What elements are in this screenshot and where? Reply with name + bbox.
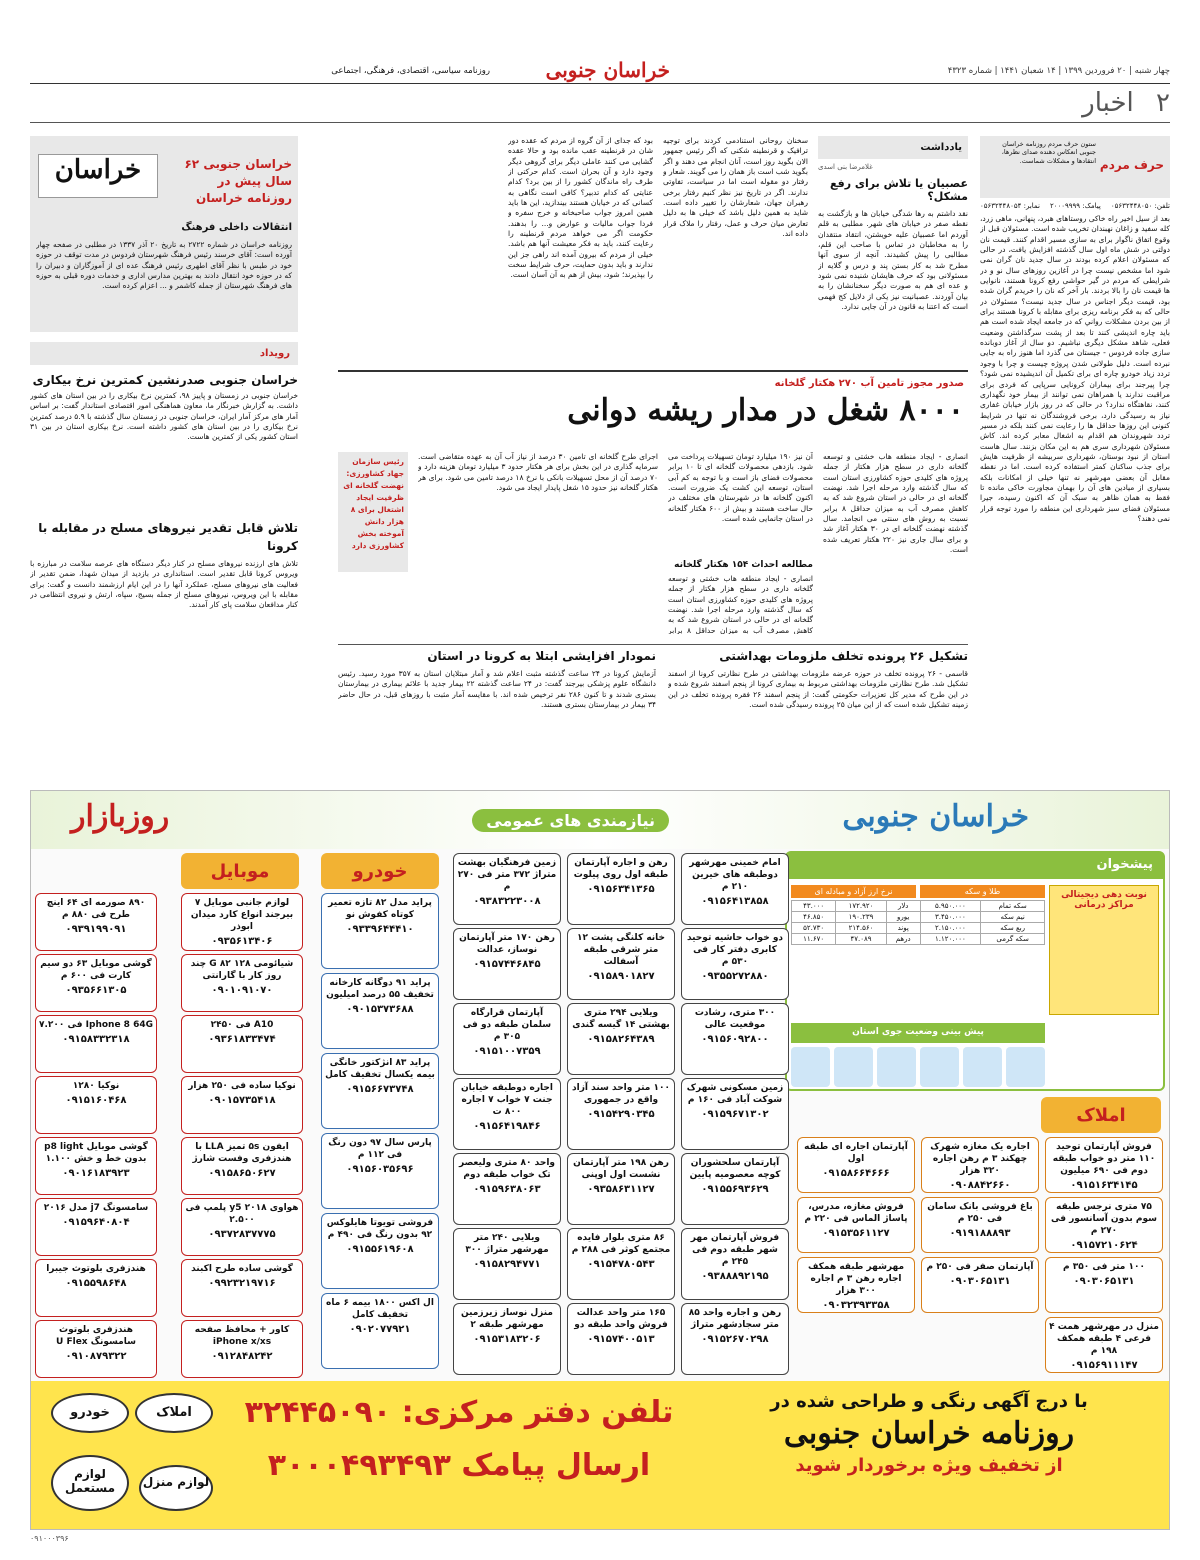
- bubble-used-goods: لوازم مستعمل: [51, 1455, 129, 1511]
- currency-cell: ۱۹۰.۲۳۹: [836, 912, 887, 923]
- mobile-ad-box: [181, 1259, 303, 1317]
- currency-cell: ربع سکه: [981, 923, 1045, 934]
- editorial-col-3: بود که جدای از آن گروه از مردم که عقده دور شان در قرنطینه عقب مانده بود و حالا عقده گشایی می کنند عاملی دیگر برای گروهی دیگر وجود دارد و آن بحران است. کدام حرکتی از طرف راه ماندگان کشور را از بین برد؟ کدام عنایتی که کدام تدبیر؟ کافی است نگاهی به کسانی که در خیابان هستند بیندازید، این ها باید همین امروز جواب صاحبخانه و خرج سفره و فردا جواب مالیات و عوارض و... را بدهند. حکومت اگر می خواهد مردم قرنطینه را رعایت کنند، باید به فکر معیشت آنها هم باشد. خیلی از مردم که بیرون آمده اند راهی جز این ندارند و باید بدون حمایت، حرف شرایط سخت را بپذیرند؛ شود، بیش از هم به آن آسان است.: [508, 136, 653, 280]
- promo-line3: از تخفیف ویژه برخوردار شوید: [795, 1455, 1063, 1476]
- mobile-ad-box-phone: ۰۹۱۵۸۶۵۰۶۲۷: [208, 1168, 276, 1180]
- event2-title: تلاش قابل تقدیر نیروهای مسلح در مقابله با کرونا: [38, 521, 298, 553]
- amlak-ad-box-text: فروش مغازه، مدرس، پاساژ الماس فی ۲۲۰ م: [804, 1202, 908, 1225]
- currency-cell: درهم: [886, 934, 920, 945]
- mobile-ad-box: [181, 1015, 303, 1073]
- khodro-ad-box-phone: ۰۹۰۱۵۳۷۳۶۸۸: [346, 1004, 414, 1016]
- amlak-ad-box-text: ۱۰۰ متر فی ۳۵۰ م: [1063, 1262, 1145, 1272]
- bottom-story-2-title: نمودار افزایشی ابتلا به کرونا در استان: [427, 649, 656, 663]
- people-voice-title: حرف مردم: [1099, 158, 1164, 172]
- currency-cell: ۴۳.۰۰۰: [792, 901, 836, 912]
- mobile-ad-box: [181, 1076, 303, 1134]
- currency-cell: ۲.۱۵۰.۰۰۰: [920, 923, 981, 934]
- ad-box-phone: ۰۹۱۵۷۴۰۰۵۱۳: [587, 1334, 655, 1346]
- history-box: [30, 136, 298, 332]
- currency-rate-head: نرخ ارز آزاد و مبادله ای: [791, 885, 916, 898]
- bottom-story-1-title: تشکیل ۲۶ پرونده تخلف ملزومات بهداشتی: [719, 649, 968, 663]
- events-kicker: رویداد: [30, 342, 298, 365]
- amlak-ad-box-phone: ۰۹۰۳۰۶۵۱۳۱: [949, 1276, 1011, 1288]
- promo-bubbles: [45, 1389, 225, 1521]
- left-column: [30, 136, 298, 776]
- ad-box-phone: ۰۹۱۵۷۴۴۶۸۴۵: [473, 959, 541, 971]
- khodro-ad-box-text: ال اکس ۱۸۰۰ بیمه ۶ ماه تخفیف کامل: [326, 1298, 434, 1321]
- amlak-ad-box: [921, 1137, 1039, 1193]
- ad-box-text: آپارتمان قرارگاه سلمان طبقه دو فی ۳۰۵ م: [462, 1008, 552, 1043]
- gold-coin-head: طلا و سکه: [920, 885, 1045, 898]
- weather-sun-icon: [920, 1047, 959, 1087]
- mobile-ad-box: [181, 1320, 303, 1378]
- pishkhan-panel: [785, 851, 1165, 1091]
- amlak-ad-box: [797, 1137, 915, 1193]
- header-divider: [30, 122, 1170, 123]
- ad-box-text: زمین فرهنگیان بهشت متراژ ۳۷۲ متر فی ۲۷۰ م: [457, 858, 557, 893]
- main-story: [338, 370, 968, 640]
- classifieds-section: [30, 790, 1170, 1530]
- ad-box-text: فروش آپارتمان مهر شهر طبقه دوم فی ۲۴۵ م: [690, 1233, 780, 1268]
- main-story-col-2: [668, 452, 813, 637]
- ad-box-phone: ۰۹۱۵۵۶۹۳۶۲۹: [701, 1184, 769, 1196]
- currency-cell: سکه گرمی: [981, 934, 1045, 945]
- mobile-ad-box-text: Iphone 8 64G فی ۷.۲۰۰: [38, 1020, 153, 1030]
- mobile-ad-box: [35, 893, 157, 951]
- ad-box-text: امام خمینی مهرشهر دوطبقه های خیرین ۲۱۰ م: [689, 858, 781, 893]
- ad-box: [453, 1078, 561, 1150]
- ad-box-phone: ۰۹۱۵۶۴۱۳۸۵۸: [701, 896, 769, 908]
- amlak-ad-box-phone: ۰۹۰۳۰۶۵۱۳۱: [1073, 1276, 1135, 1288]
- currency-row: [792, 934, 1045, 945]
- amlak-heading: املاک: [1041, 1097, 1161, 1133]
- ad-box-phone: ۰۹۱۵۶۴۱۹۸۴۶: [473, 1121, 541, 1133]
- footer-code: ۰۹۱۰۰۰۳۹۶: [30, 1534, 69, 1543]
- promo-tel: تلفن دفتر مرکزی: ۳۲۴۴۵۰۹۰: [244, 1395, 674, 1430]
- weather-sun-icon: [791, 1047, 830, 1087]
- mobile-ad-box-phone: ۰۹۳۵۶۶۱۳۰۵: [65, 985, 127, 997]
- ad-box-phone: ۰۹۱۵۹۶۷۱۳۰۲: [701, 1109, 769, 1121]
- amlak-ad-box: [1045, 1137, 1163, 1193]
- mobile-ad-box-text: هندزفری بلوتوث جیبرا: [46, 1264, 146, 1274]
- promo-text: [709, 1391, 1149, 1476]
- currency-cell: ۳.۴۵۰.۰۰۰: [920, 912, 981, 923]
- bottom-story-1: [668, 649, 968, 769]
- ad-box-phone: ۰۹۱۵۳۱۸۳۲۰۶: [473, 1334, 541, 1346]
- ad-box: [567, 1078, 675, 1150]
- currency-cell: دلار: [886, 901, 920, 912]
- currency-cell: پوند: [886, 923, 920, 934]
- editorial-title: عصبیان یا تلاش برای رفع مشکل؟: [830, 177, 968, 203]
- date-line: چهار شنبه | ۲۰ فروردین ۱۳۹۹ | ۱۴ شعبان ۱۴۴۱ | شماره ۴۳۲۳: [947, 66, 1170, 76]
- history-title: انتقالات داخلی فرهنگ: [181, 222, 292, 233]
- people-voice-header: [980, 136, 1170, 198]
- main-story-col-3: اجرای طرح گلخانه ای تامین ۳۰ درصد از نیاز آب آن به عهده متقاضی است. سرمایه گذاری در این بخش برای هر هکتار حدود ۳ میلیارد تومان هزینه دارد و ۷۰ درصد آن از محل تسهیلات بانکی با نرخ ۱۸ درصد تامین می شود. برای هر هکتار گلخانه نیز حدود ۱۵ شغل پایدار ایجاد می شود.: [418, 452, 658, 493]
- ad-box-text: آپارتمان سلحشوران کوچه معصومیه پایین: [689, 1158, 781, 1181]
- history-kicker: خراسان جنوبی ۶۲ سال پیش در روزنامه خراسان: [184, 157, 292, 205]
- people-voice-subtitle: ستون حرف مردم روزنامه خراسان جنوبی انعکاس دهنده صدای نظرها، انتقادها و مشکلات شماست.: [1001, 140, 1096, 165]
- currency-cell: ۵.۹۵۰.۰۰۰: [920, 901, 981, 912]
- mobile-ad-box-phone: ۰۹۳۶۱۸۳۳۴۷۴: [208, 1034, 276, 1046]
- mobile-ad-box-phone: ۰۹۰۱۰۹۱۰۷۰: [211, 985, 273, 997]
- ad-box-text: ۳۰۰ متری، رشادت موقعیت عالی: [694, 1008, 776, 1031]
- khodro-ad-box: [321, 1133, 439, 1209]
- ad-box-phone: ۰۹۱۵۸۹۰۱۸۲۷: [587, 971, 655, 983]
- mobile-ad-box-phone: ۰۹۱۰۸۷۹۳۲۲: [65, 1351, 127, 1363]
- mobile-ad-box-phone: ۰۹۳۷۲۸۳۷۷۷۵: [208, 1229, 276, 1241]
- mobile-ad-box-text: نوکیا ۱۲۸۰: [72, 1081, 120, 1091]
- ad-box: [681, 1153, 789, 1225]
- editorial-body-a: نقد داشتم به رها شدگی خیابان ها و بازگشت به نقطه صفر در خیابان های شهر. مطلبی به قلم آوردم اما عصبیان علیه خویشتن، انتقاد منتقدان را به مخاطبان در تماس با صاحب این قلم، مطالبی را پیش کشیدند. آنچه از سوی آنها مطرح شد به کار بستن پند و درس و گلایه از مسئولانی بود که حرف هایشان شنیده نمی شود و عده ای هم به صورت دیگر سخنانشان را به بیان آوردند. عصبانیت نیز یکی از دلایل کج فهمی است که اعتنا به قانون در آن جایی ندارد.: [818, 209, 968, 312]
- mobile-ad-box: [181, 1137, 303, 1195]
- ad-box-text: ویلایی ۲۹۴ متری بهشتی ۱۴ گیسه گندی: [572, 1008, 670, 1031]
- amlak-ad-box-phone: ۰۹۱۵۶۹۱۱۱۴۷: [1070, 1360, 1138, 1372]
- mobile-ad-box-phone: ۰۹۳۵۶۱۳۴۰۶: [211, 936, 273, 948]
- mobile-ad-box: [181, 954, 303, 1012]
- mobile-ad-box-text: A10 فی ۲۴۵۰: [210, 1020, 274, 1030]
- amlak-ad-box-phone: ۰۹۱۵۳۵۶۱۱۲۷: [822, 1228, 890, 1240]
- mobile-ad-box: [35, 1076, 157, 1134]
- contact-phone: تلفن: ۰۵۶۳۲۴۴۸۰۵۰: [1110, 202, 1170, 210]
- masthead: [30, 58, 1170, 84]
- main-story-headline: ۸۰۰۰ شغل در مدار ریشه دوانی: [567, 393, 964, 428]
- mobile-ad-box-phone: ۰۹۱۵۵۹۸۶۴۸: [65, 1278, 127, 1290]
- currency-heads: [791, 885, 1045, 898]
- khodro-ad-box: [321, 1213, 439, 1289]
- ad-box-text: رهن و اجاره آپارتمان طبقه اول روی پیلوت: [573, 858, 669, 881]
- mobile-ad-box-text: گوشی موبایل p8 light بدون خط و خش ۱.۱۰۰: [44, 1142, 148, 1165]
- bottom-story-2-body: آزمایش کرونا در ۲۴ ساعت گذشته مثبت اعلام شد و آمار مبتلایان استان به ۳۵۷ مورد رسید. رئیس دانشگاه علوم پزشکی بیرجند گفت: در ۲۴ ساعت گذشته ۲۲ بیمار جدید با علائم بیماری در بیمارستان بستری شدند و تا کنون ۲۸۶ نفر ترخیص شده اند. با مقایسه آمار مثبت با روزهای قبل، در حال حاضر ۳۴ بیمار در بیمارستان بستری هستند.: [338, 669, 656, 710]
- ad-box-text: رهن ۱۷۰ متر آپارتمان نوساز، عدالت: [459, 933, 555, 956]
- mobile-ad-box: [35, 1198, 157, 1256]
- people-voice-column: [980, 136, 1170, 776]
- ad-box-phone: ۰۹۳۸۳۲۲۳۰۰۸: [473, 896, 541, 908]
- khodro-ad-box: [321, 1053, 439, 1129]
- classifieds-banner: [31, 791, 1169, 849]
- people-voice-contacts: [980, 202, 1170, 210]
- mobile-ad-box: [35, 1015, 157, 1073]
- currency-row: [792, 901, 1045, 912]
- amlak-ad-box-text: مهرشهر طبقه همکف اجاره رهن ۳ م اجاره ۳۰۰ هزار: [807, 1262, 905, 1297]
- amlak-ad-box: [1045, 1257, 1163, 1313]
- amlak-ad-box-text: باغ فروشی بانک سامان فی ۲۵۰ م: [927, 1202, 1033, 1225]
- currency-table: [791, 900, 1045, 945]
- amlak-ad-box-text: منزل در مهرشهر همت ۴ فرعی ۴ طبقه همکف ۱۹۸ م: [1049, 1322, 1159, 1357]
- ad-box: [567, 1003, 675, 1075]
- bubble-khodro: خودرو: [51, 1393, 129, 1433]
- khodro-ad-box-phone: ۰۹۳۳۹۶۴۴۴۱۰: [346, 924, 414, 936]
- ad-box: [681, 1303, 789, 1375]
- ad-box-phone: ۰۹۱۵۱۰۰۷۳۵۹: [473, 1046, 541, 1058]
- digital-booking-box: [1049, 885, 1159, 1015]
- ad-box: [453, 1228, 561, 1300]
- amlak-ad-box-phone: ۰۹۱۵۸۶۶۴۶۶۶: [822, 1168, 890, 1180]
- ad-box-phone: ۰۹۱۵۴۷۸۰۵۴۳: [587, 1259, 655, 1271]
- main-story-col-2-text: آن نیز ۱۹۰ میلیارد تومان تسهیلات پرداخت می شود. بازدهی محصولات گلخانه ای تا ۱۰ برابر محصولات فضای باز است و با توجه به کم آبی استان، توسعه این کشت یک ضرورت است. اکنون گلخانه ها در شهرستان های مختلف در حال ساخت هستند و بیش از ۶۰۰ هکتار گلخانه در استان جانمایی شده است.: [668, 452, 813, 524]
- ad-box: [567, 1228, 675, 1300]
- ad-box-text: ۸۶ متری بلوار فایده مجتمع کوثر فی ۲۸۸ م: [571, 1233, 671, 1256]
- currency-cell: ۱۱.۶۷۰: [792, 934, 836, 945]
- weather-title: پیش بینی وضعیت جوی استان: [791, 1023, 1045, 1043]
- ad-box-text: زمین مسکونی شهرک شوکت آباد فی ۱۶۰ م: [686, 1083, 784, 1106]
- main-story-side-box: رئیس سازمان جهاد کشاورزی: نهضت گلخانه ای ظرفیت ایجاد اشتغال برای ۸ هزار دانش آموخته بخش کشاورزی دارد: [338, 452, 408, 572]
- event2-body: تلاش های ارزنده نیروهای مسلح در کنار دیگر دستگاه های عرصه سلامت در مبارزه با ویروس کرونا قابل تقدیر است. استانداری در بازدید از میدان شهدا، ضمن تقدیر از فعالیت های نیروهای مسلح، عملکرد آنها را در این ایام ارزشمند دانست و گفت: برای مقابله با این ویروس، نیروهای مسلح از جمله بسیج، سپاه، ارتش و نیروی انتظامی در کنار مدافعان سلامت پای کار آمدند.: [30, 559, 298, 610]
- mobile-heading: موبایل: [181, 853, 299, 889]
- mobile-ad-box-phone: ۰۹۱۲۸۴۸۲۴۲: [211, 1351, 273, 1363]
- contact-fax: نمابر: ۰۵۶۳۲۴۴۸۰۵۴: [980, 202, 1040, 210]
- amlak-ad-box-phone: ۰۹۰۳۲۳۹۳۳۵۸: [822, 1300, 890, 1312]
- ad-box-text: خانه کلنگی پشت ۱۲ متر شرقی طبقه آسفالت: [576, 933, 666, 968]
- weather-sun-icon: [834, 1047, 873, 1087]
- amlak-ad-box: [921, 1257, 1039, 1313]
- mobile-ad-box-phone: ۰۹۰۱۶۱۸۳۹۲۳: [62, 1168, 130, 1180]
- weather-strip: [791, 1047, 1045, 1087]
- tagline: روزنامه سیاسی، اقتصادی، فرهنگی، اجتماعی: [331, 66, 490, 76]
- currency-cell: یورو: [886, 912, 920, 923]
- event1-title: خراسان جنوبی صدرنشین کمترین نرخ بیکاری: [32, 373, 298, 387]
- khodro-ad-box-text: پراید مدل ۸۲ تازه تعمیر کوتاه کفوش نو: [328, 898, 432, 921]
- ad-box: [453, 1303, 561, 1375]
- currency-cell: ۵۲.۷۳۰: [792, 923, 836, 934]
- main-story-kicker: صدور مجوز تامین آب ۲۷۰ هکتار گلخانه: [774, 378, 964, 389]
- ad-box-phone: ۰۹۱۵۸۲۶۴۳۸۹: [587, 1034, 655, 1046]
- khodro-ad-box-text: پارس سال ۹۷ دون رنگ فی ۱۱۲ م: [328, 1138, 432, 1161]
- digital-booking-label: نوبت دهی دیجیتالی مراکز درمانی: [1061, 890, 1147, 910]
- weather-sun-icon: [877, 1047, 916, 1087]
- ad-box: [567, 1303, 675, 1375]
- ad-box-phone: ۰۹۱۵۶۰۹۲۸۰۰: [701, 1034, 769, 1046]
- khodro-ad-box-text: پراید ۸۳ انژکتور خانگی بیمه یکسال تخفیف کامل: [325, 1058, 435, 1081]
- ad-box: [681, 928, 789, 1000]
- mobile-ad-box-text: نوکیا ساده فی ۲۵۰ هزار: [188, 1081, 296, 1091]
- ad-box-phone: ۰۹۱۵۶۳۴۱۳۶۵: [587, 884, 655, 896]
- weather-sun-icon: [963, 1047, 1002, 1087]
- bottom-story-2: [338, 649, 656, 769]
- amlak-ad-box-text: ۷۵ متری نرجس طبقه سوم بدون آسانسور فی ۲۷۰ م: [1050, 1202, 1158, 1237]
- mobile-ad-box-phone: ۰۹۱۵۱۶۰۴۶۸: [65, 1095, 127, 1107]
- ad-box: [681, 1228, 789, 1300]
- khodro-ad-box-phone: ۰۹۱۵۶۶۷۳۷۴۸: [346, 1084, 414, 1096]
- ad-box: [567, 928, 675, 1000]
- section-title: اخبار: [1082, 88, 1134, 118]
- history-body: روزنامه خراسان در شماره ۲۷۲۲ به تاریخ ۲۰ آذر ۱۳۳۷ در مطلبی در صفحه چهار آورده است: آقای خرسند رئیس فرهنگ شهرستان فردوس در مدت توقف در حوزه خود در طبس با نظر آقای اطهری رئیس فرهنگ عده ای از آموزگاران و دبیران را که در حوزه خود انتقال دادند به بهترین مدارس اداری و خدمات دوره قبلی به حوزه های فرهنگ شهرستان از جمله کاشمر و ... اعزام کرده است.: [36, 240, 292, 291]
- ad-box-text: رهن ۱۹۸ متر آپارتمان نشست اول اوپنی: [573, 1158, 669, 1181]
- mobile-ad-box: [181, 893, 303, 951]
- mobile-ad-box-text: هندزفری بلوتوث سامسونگ U Flex: [56, 1325, 136, 1348]
- main-story-col-2-cont: انصاری - ایجاد منطقه هاب خشتی و توسعه گلخانه داری در سطح هزار هکتار از جمله پروژه های کلیدی حوزه کشاورزی استان است که سال گذشته وارد مرحله اجرا شد. نهضت گلخانه ای در حالی در استان شروع شد که به کاهش مصرف آب به میزان حداقل ۸ برابر: [668, 574, 813, 634]
- mobile-ad-box-phone: ۰۹۱۵۸۳۳۲۳۱۸: [62, 1034, 130, 1046]
- currency-row: [792, 923, 1045, 934]
- khodro-ad-box-text: پراید ۹۱ دوگانه کارخانه تخفیف ۵۵ درصد امیلیون: [326, 978, 434, 1001]
- ad-box: [567, 1153, 675, 1225]
- currency-table-box: [791, 885, 1045, 945]
- editorial-kicker: یادداشت: [818, 136, 968, 159]
- ad-box: [453, 1153, 561, 1225]
- amlak-ad-box: [921, 1197, 1039, 1253]
- khodro-heading: خودرو: [321, 853, 439, 889]
- amlak-ad-box-text: آپارتمان اجاره ای طبقه اول: [804, 1142, 908, 1165]
- ad-box: [453, 928, 561, 1000]
- currency-row: [792, 912, 1045, 923]
- classifieds-subtitle: نیازمندی های عمومی: [472, 809, 669, 832]
- mobile-ad-box: [35, 1259, 157, 1317]
- bottom-stories: [338, 644, 968, 778]
- promo-sms: ارسال پیامک ۳۰۰۰۴۹۳۴۹۳: [267, 1448, 651, 1483]
- mobile-ad-box-text: لوازم جانبی موبایل ۷ بیرجند انواع کارد میدان ابوذر: [190, 898, 294, 933]
- mobile-ad-box-phone: ۰۹۳۹۱۹۹۰۹۱: [65, 924, 127, 936]
- page-section: [1030, 88, 1170, 118]
- amlak-ad-box-text: آپارتمان صفر فی ۲۵۰ م: [926, 1262, 1034, 1272]
- mobile-ad-box-phone: ۰۹۹۲۳۲۱۹۷۱۶: [208, 1278, 276, 1290]
- mobile-ad-box-text: کاور + محافظ صفحه iPhone x/xs: [194, 1325, 290, 1348]
- editorial-block: [508, 136, 968, 366]
- classifieds-title: روزبازار: [71, 799, 170, 834]
- amlak-ad-box-text: فروش آپارتمان توحید ۱۱۰ متر دو خواب طبقه دوم فی ۶۹۰ میلیون: [1052, 1142, 1156, 1177]
- ad-box-text: ۱۶۵ متر واحد عدالت فروش واحد طبقه دو: [574, 1308, 668, 1331]
- ad-box-phone: ۰۹۱۵۴۲۹۰۳۴۵: [587, 1109, 655, 1121]
- amlak-ad-box-phone: ۰۹۱۹۱۸۸۸۹۳: [949, 1228, 1011, 1240]
- mobile-ad-box-phone: ۰۹۰۱۵۷۳۵۴۱۸: [208, 1095, 276, 1107]
- classifieds-brand-logo: خراسان جنوبی: [842, 799, 1029, 834]
- amlak-ad-box-phone: ۰۹۰۸۸۴۲۶۶۰: [949, 1180, 1011, 1192]
- currency-cell: ۲۱۴.۵۶۰: [836, 923, 887, 934]
- khodro-ad-box: [321, 973, 439, 1049]
- amlak-ad-box-text: اجاره یک مغازه شهرک چهکند ۳ م رهن اجاره ۳۲۰ هزار: [930, 1142, 1030, 1177]
- main-story-subhead: مطالعه احداث ۱۵۴ هکتار گلخانه: [674, 560, 813, 570]
- ad-box-phone: ۰۹۳۵۵۲۷۲۸۸۰: [701, 971, 769, 983]
- amlak-ad-box-phone: ۰۹۱۵۷۲۱۰۶۲۴: [1070, 1240, 1138, 1252]
- khodro-ad-box: [321, 893, 439, 969]
- mobile-ad-box-text: گوشی ساده طرح اکبند: [191, 1264, 293, 1274]
- promo-line2: روزنامه خراسان جنوبی: [783, 1416, 1075, 1451]
- mobile-ad-box-text: سامسونگ j7 مدل ۲۰۱۶: [43, 1203, 149, 1213]
- contact-sms: پیامک: ۲۰۰۰۹۹۹۹: [1049, 202, 1101, 210]
- mobile-ad-box: [35, 954, 157, 1012]
- promo-contact: [239, 1395, 679, 1483]
- khodro-ad-box-phone: ۰۹۱۵۶۰۳۵۶۹۶: [346, 1164, 414, 1176]
- ad-box: [453, 853, 561, 925]
- mobile-ad-box: [35, 1137, 157, 1195]
- ad-box: [453, 1003, 561, 1075]
- currency-cell: سکه تمام: [981, 901, 1045, 912]
- currency-cell: ۱۷۲.۹۲۰: [836, 901, 887, 912]
- main-story-col-1: انصاری - ایجاد منطقه هاب خشتی و توسعه گلخانه داری در سطح هزار هکتار از جمله پروژه های کلیدی حوزه کشاورزی استان است که سال گذشته وارد مرحله اجرا شد. نهضت گلخانه ای در حالی در استان شروع شد که به کاهش مصرف آب به میزان حداقل ۸ برابر نسبت به روش های سنتی می انجامد. سال گذشته نهضت گلخانه ای در ۳۰ هکتار آغاز شد و برای سال جاری نیز ۲۲۰ هکتار تعریف شده است.: [823, 452, 968, 555]
- amlak-ad-box: [1045, 1197, 1163, 1253]
- editorial-col-2: سخنان روحانی استنادمی کردند برای توجیه ترافیک و قرنطینه شکنی که اگر رئیس جمهور الان بگوید روز است، آنان انجام می دهند و اگر بگوید شب است باز همان را می گویند. شعار و رفتار دو مقوله است اما در سیاست، تفاوتی ندارند. اگر در تاریخ نیز نظر کنیم رفتار برخی رهبران جهان، شعارشان را تغییر داده است. شاید به همین دلیل باشد که خیلی ها به دلیل تعارض میان حرف و عمل، رفتار را ملاک قرار داده اند.: [663, 136, 808, 239]
- editorial-author: غلامرضا بنی اسدی: [818, 163, 873, 171]
- khodro-ad-box-phone: ۰۹۰۲۰۷۷۹۲۱: [349, 1324, 411, 1336]
- ad-box-text: اجاره دوطبقه خیابان جنت ۷ خواب ۷ اجاره ۸۰۰ ت: [461, 1083, 553, 1118]
- ad-box-text: ۱۰۰ متر واحد سند آزاد واقع در جمهوری: [572, 1083, 670, 1106]
- ad-box: [681, 1078, 789, 1150]
- ad-box-text: ویلایی ۲۴۰ متر مهرشهر متراژ ۳۰۰: [465, 1233, 549, 1256]
- ad-box: [681, 853, 789, 925]
- mobile-ad-box-text: هواوی ۲۰۱۸ y5 پلمپ فی ۲.۵۰۰: [185, 1203, 299, 1226]
- currency-cell: ۴۷.۰۸۹: [836, 934, 887, 945]
- pishkhan-title: پیشخوان: [787, 853, 1163, 879]
- mobile-ad-box-phone: ۰۹۱۵۹۶۴۰۸۰۴: [62, 1217, 130, 1229]
- ad-box-text: منزل نوساز زیرزمین مهرشهر طبقه ۲: [460, 1308, 554, 1331]
- khodro-ad-box-phone: ۰۹۱۵۵۶۱۹۶۰۸: [346, 1244, 414, 1256]
- ad-box-phone: ۰۹۳۸۸۸۹۲۱۹۵: [701, 1271, 769, 1283]
- khodro-ad-box: [321, 1293, 439, 1369]
- mobile-ad-box: [181, 1198, 303, 1256]
- mobile-ad-box: [35, 1320, 157, 1378]
- people-voice-body: بعد از سیل اخیر راه خاکی روستاهای هبرد، پنهانی، ماهی زرد، کله سفید و زاغان نهبندان تخریب شده است. مسئولان قبل از وقوع اتفاق ناگوار برای به سازی مسیر اقدام کنند. قیمت نان دولتی در شش ماه اول سال گذشته افزایش یافت، در حالی که مسئولان اعلام کرده بودند در سال جدید نان گران نمی شود اما مشخص نیست چرا در آغازین روزهای سال نو و در شرایطی که مردم در گیر حواشی رفع کرونا هستند، نانوایی ها قیمت نان را بالا بردند. بار آخر که نان را خریدم گران شده بود، قیمت دیگر اجناس در سال جدید نیست؟ مسئولان در حالی که به فکر برنامه ریزی برای مقابله با کرونا هستند برای از بین بردن مشکلات رواني که در جامعه ایجاد شده است هم باید چاره اندیشی کنند تا بعد از پشت سرگذاشتن وضعیت فعلی، شاهد مشکل دیگری نباشیم. دو سال از آغاز دوبانده سازی جاده فردوس - جیستان می گذرد اما هنوز راه به جایی نبرده است. دلیل طولانی شدن پروژه چیست و چرا با وجود تردد زیاد خودرو چاره ای برای تکمیل آن اندیشیده نمی شود؟ چرا پیرجند برای بیماران کرونایی سرپایی که فردی برای مراقبت ندارند یا همراهان نمی توانند از بیمار خود نگهداری کنند، نقاهتگاه ندارد؟ در حالی که در روز بازار خیابان غفاری نیاز به رسیدگی دارد، برخی فروشندگان نه تنها در شرایط کنونی این روزها حداقل ها را رعایت نمی کنند بلکه در مسیر تردد شهروندان هم اقدام به اشغال معابر کرده اند. کاش مسئولان شهرداری سری هم به این مکان بزنند. سال هاست استان از نبود بوستان، شهرداری سربیشه از ظرفیت هایش برای جذب ساکنان کمتر استفاده کرده است. اما در نقطه مقابل آن بعضی مهرشهر نه تنها خیلی از امکانات بلکه بسیاری از میادین های آن را بهمان مجاورت خاکی مانده تا فقط به همان ظاهر به سبک آن که اکنون رسیده، جیرا مسئولان فضای سبز شهرداری این منطقه را مورد توجه قرار نمی دهند؟: [980, 214, 1170, 523]
- page-number: ۲: [1156, 88, 1170, 118]
- bottom-story-1-body: قاسمی - ۲۶ پرونده تخلف در حوزه عرضه ملزومات بهداشتی در طرح نظارتی کرونا از اسفند تشکیل شد. طرح نظارتی ملزومات بهداشتی مربوط به بیماری کرونا از پنجم اسفند شروع شده و در این طرح که مدیر کل تعزیرات حکومتی گفت: از پنجم اسفند ۲۶ فقره پرونده تخلف در این زمینه تشکیل شده است که از این میان ۲۵ پرونده رسیدگی شده است.: [668, 669, 968, 710]
- ad-box-text: واحد ۸۰ متری ولیعصر تک خواب طبقه دوم: [458, 1158, 556, 1181]
- promo-banner: [31, 1381, 1169, 1529]
- editorial-col-1: [818, 136, 968, 364]
- currency-cell: ۴۶.۸۵۰: [792, 912, 836, 923]
- ad-box-phone: ۰۹۱۵۲۶۷۰۲۹۸: [701, 1334, 769, 1346]
- ad-box: [681, 1003, 789, 1075]
- ad-box-text: دو خواب حاشیه توحید کابری دفتر کار فی ۵۳۰ م: [686, 933, 784, 968]
- ad-box-phone: ۰۹۱۵۸۲۹۴۷۷۱: [473, 1259, 541, 1271]
- history-newspaper-logo: خراسان: [38, 154, 158, 198]
- event1-body: خراسان جنوبی در زمستان و پاییز ۹۸، کمترین نرخ بیکاری را در بین استان های کشور داشت. به گزارش خبرنگار ما، معاون هماهنگی امور اقتصادی استاندار گفت: بر اساس آمار های مرکز آمار ایران، خراسان جنوبی در زمستان سال گذشته با ۵.۹ درصد کمترین نرخ بیکاری را در بین استان های کشور داشته است. نرخ بیکاری استان در بین ۳۱ استان کشور یکی از کمترین هاست.: [30, 391, 298, 442]
- mobile-ad-box-text: ایفون ۵s تمیز LLA با هندزفری وفست شارژ: [192, 1142, 292, 1165]
- khodro-ad-box-text: فروشی تویوتا هایلوکس ۹۲ بدون رنگ فی ۴۹۰ م: [326, 1218, 434, 1241]
- amlak-ad-box: [797, 1257, 915, 1313]
- ad-box-phone: ۰۹۱۵۹۶۳۸۰۶۳: [473, 1184, 541, 1196]
- bubble-amlak: املاک: [135, 1393, 213, 1433]
- ad-box: [567, 853, 675, 925]
- currency-cell: ۱.۱۲۰.۰۰۰: [920, 934, 981, 945]
- mobile-ad-box-text: گوشی موبایل ۶۳ دو سیم کارت فی ۶۰۰ م: [40, 959, 152, 982]
- currency-cell: نیم سکه: [981, 912, 1045, 923]
- mobile-ad-box-text: ۸۹۰ صورمه ای ۶۴ اینچ طرح فی ۸۸۰ م: [46, 898, 146, 921]
- paper-logo: خراسان جنوبی: [545, 58, 670, 82]
- amlak-ad-box: [797, 1197, 915, 1253]
- amlak-ad-box: [1045, 1317, 1163, 1373]
- amlak-ad-box-phone: ۰۹۱۵۱۶۳۴۱۴۵: [1070, 1180, 1138, 1192]
- weather-sun-icon: [1006, 1047, 1045, 1087]
- ad-box-text: رهن و اجاره واحد ۸۵ متر سجادشهر متراژ: [688, 1308, 782, 1331]
- ad-box-phone: ۰۹۳۵۸۶۳۱۱۲۷: [587, 1184, 655, 1196]
- mobile-ad-box-text: شیائومی ۱۲۸ G ۸۲ چند روز کار با گارانتی: [190, 959, 294, 982]
- promo-line1: با درج آگهی رنگی و طراحی شده در: [770, 1391, 1088, 1412]
- bubble-home-goods: لوازم منزل: [139, 1465, 213, 1511]
